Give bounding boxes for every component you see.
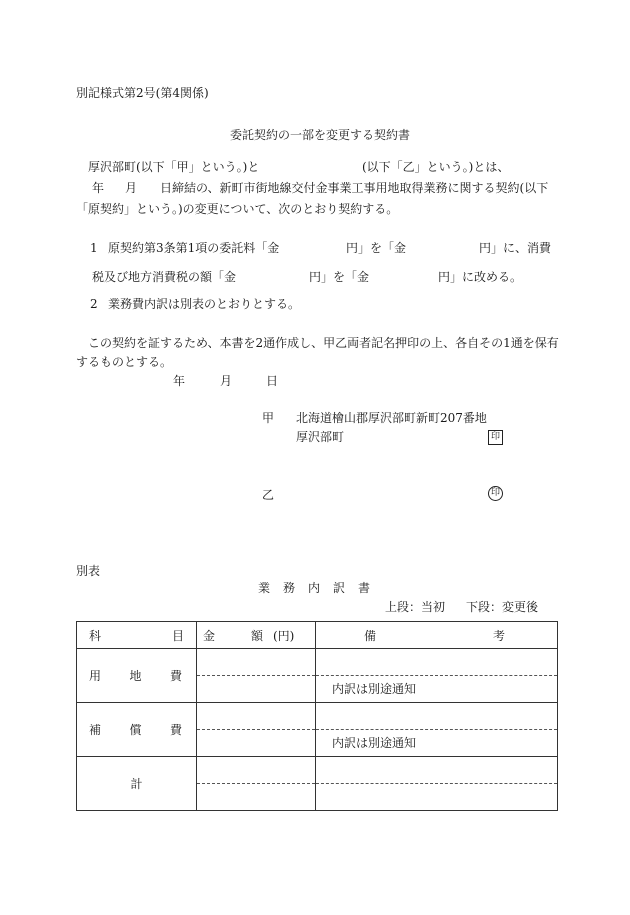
row-subject (77, 649, 197, 703)
header-subject (77, 622, 197, 649)
closing-line2: するものとする。 (76, 355, 173, 369)
intro-line3: 「原契約」という。)の変更について、次のとおり契約する。 (76, 202, 399, 216)
intro-year: 年 (92, 181, 105, 195)
date-month: 月 (220, 374, 233, 388)
party-a-label: 甲 (262, 411, 275, 425)
party-b-label: 乙 (262, 488, 275, 502)
header-text: (円) (273, 628, 295, 643)
row-remarks (316, 703, 558, 757)
table-row (77, 703, 558, 757)
header-text: 金 (203, 628, 216, 643)
annex-title-char: 訳 (332, 581, 345, 595)
row-remarks (316, 757, 558, 811)
table-header-row (77, 622, 558, 649)
row-amount (197, 649, 316, 703)
table-row (77, 649, 558, 703)
clause1-number: 1 (90, 241, 98, 255)
header-text: 目 (171, 628, 184, 643)
document-title: 委託契約の一部を変更する契約書 (230, 128, 411, 142)
remark-initial (316, 703, 557, 730)
subject-char: 計 (130, 777, 143, 791)
amount-revised (197, 730, 315, 756)
header-remarks (316, 622, 558, 649)
amount-revised (197, 784, 315, 810)
annex-label: 別表 (76, 564, 101, 578)
annex-title-char: 業 (258, 581, 271, 595)
party-b-seal: 印 (488, 486, 503, 501)
date-year: 年 (173, 374, 186, 388)
annex-title-char: 務 (282, 581, 295, 595)
date-day: 日 (266, 374, 279, 388)
annex-title (258, 581, 370, 595)
amount-initial (197, 757, 315, 784)
row-amount (197, 703, 316, 757)
row-remarks (316, 649, 558, 703)
header-amount (197, 622, 316, 649)
party-a-name: 厚沢部町 (296, 430, 345, 444)
subject-char: 償 (129, 723, 142, 737)
subject-char: 地 (129, 669, 142, 683)
clause1-text-b: 円」を「金 (346, 241, 407, 255)
amount-initial (197, 703, 315, 730)
clause1-text-d: 税及び地方消費税の額「金 (92, 270, 237, 284)
subject-char: 用 (89, 669, 102, 683)
row-subject (77, 757, 197, 811)
header-text: 備 (364, 628, 377, 643)
row-amount (197, 757, 316, 811)
header-text: 科 (89, 628, 102, 643)
subject-char: 費 (169, 669, 182, 683)
clause1-text-f: 円」に改める。 (438, 270, 523, 284)
subject-char: 補 (89, 723, 102, 737)
header-text: 額 (251, 628, 264, 643)
amount-initial (197, 649, 315, 676)
clause2-text: 業務費内訳は別表のとおりとする。 (108, 297, 301, 311)
clause1-text-e: 円」を「金 (309, 270, 370, 284)
intro-line2: 日締結の、新町市街地線交付金事業工事用地取得業務に関する契約(以下 (160, 181, 549, 195)
amount-revised (197, 676, 315, 702)
party-a-address: 北海道檜山郡厚沢部町新町207番地 (296, 411, 487, 425)
annex-title-char: 内 (307, 581, 320, 595)
remark-revised (316, 784, 557, 810)
clause1-text-c: 円」に、消費 (479, 241, 552, 255)
row-subject (77, 703, 197, 757)
intro-month: 月 (125, 181, 138, 195)
remark-revised: 内訳は別途通知 (332, 736, 417, 750)
header-text: 考 (492, 628, 505, 643)
closing-line1: この契約を証するため、本書を2通作成し、甲乙両者記名押印の上、各自その1通を保有 (88, 336, 559, 350)
party-a-seal: 印 (488, 430, 503, 445)
remark-revised: 内訳は別途通知 (332, 682, 417, 696)
form-label: 別記様式第2号(第4関係) (76, 86, 209, 100)
clause2-number: 2 (90, 297, 98, 311)
intro-line1-b: (以下「乙」という。)とは、 (362, 160, 510, 174)
subject-char: 費 (169, 723, 182, 737)
annex-title-char: 書 (357, 581, 370, 595)
table-row-total (77, 757, 558, 811)
legend-top: 上段：当初 (385, 600, 446, 614)
clause1-text-a: 原契約第3条第1項の委託料「金 (108, 241, 280, 255)
intro-line1-a: 厚沢部町(以下「甲」という。)と (88, 160, 260, 174)
legend-bottom: 下段：変更後 (466, 600, 539, 614)
remark-initial (316, 649, 557, 676)
remark-initial (316, 757, 557, 784)
breakdown-table (76, 621, 558, 811)
